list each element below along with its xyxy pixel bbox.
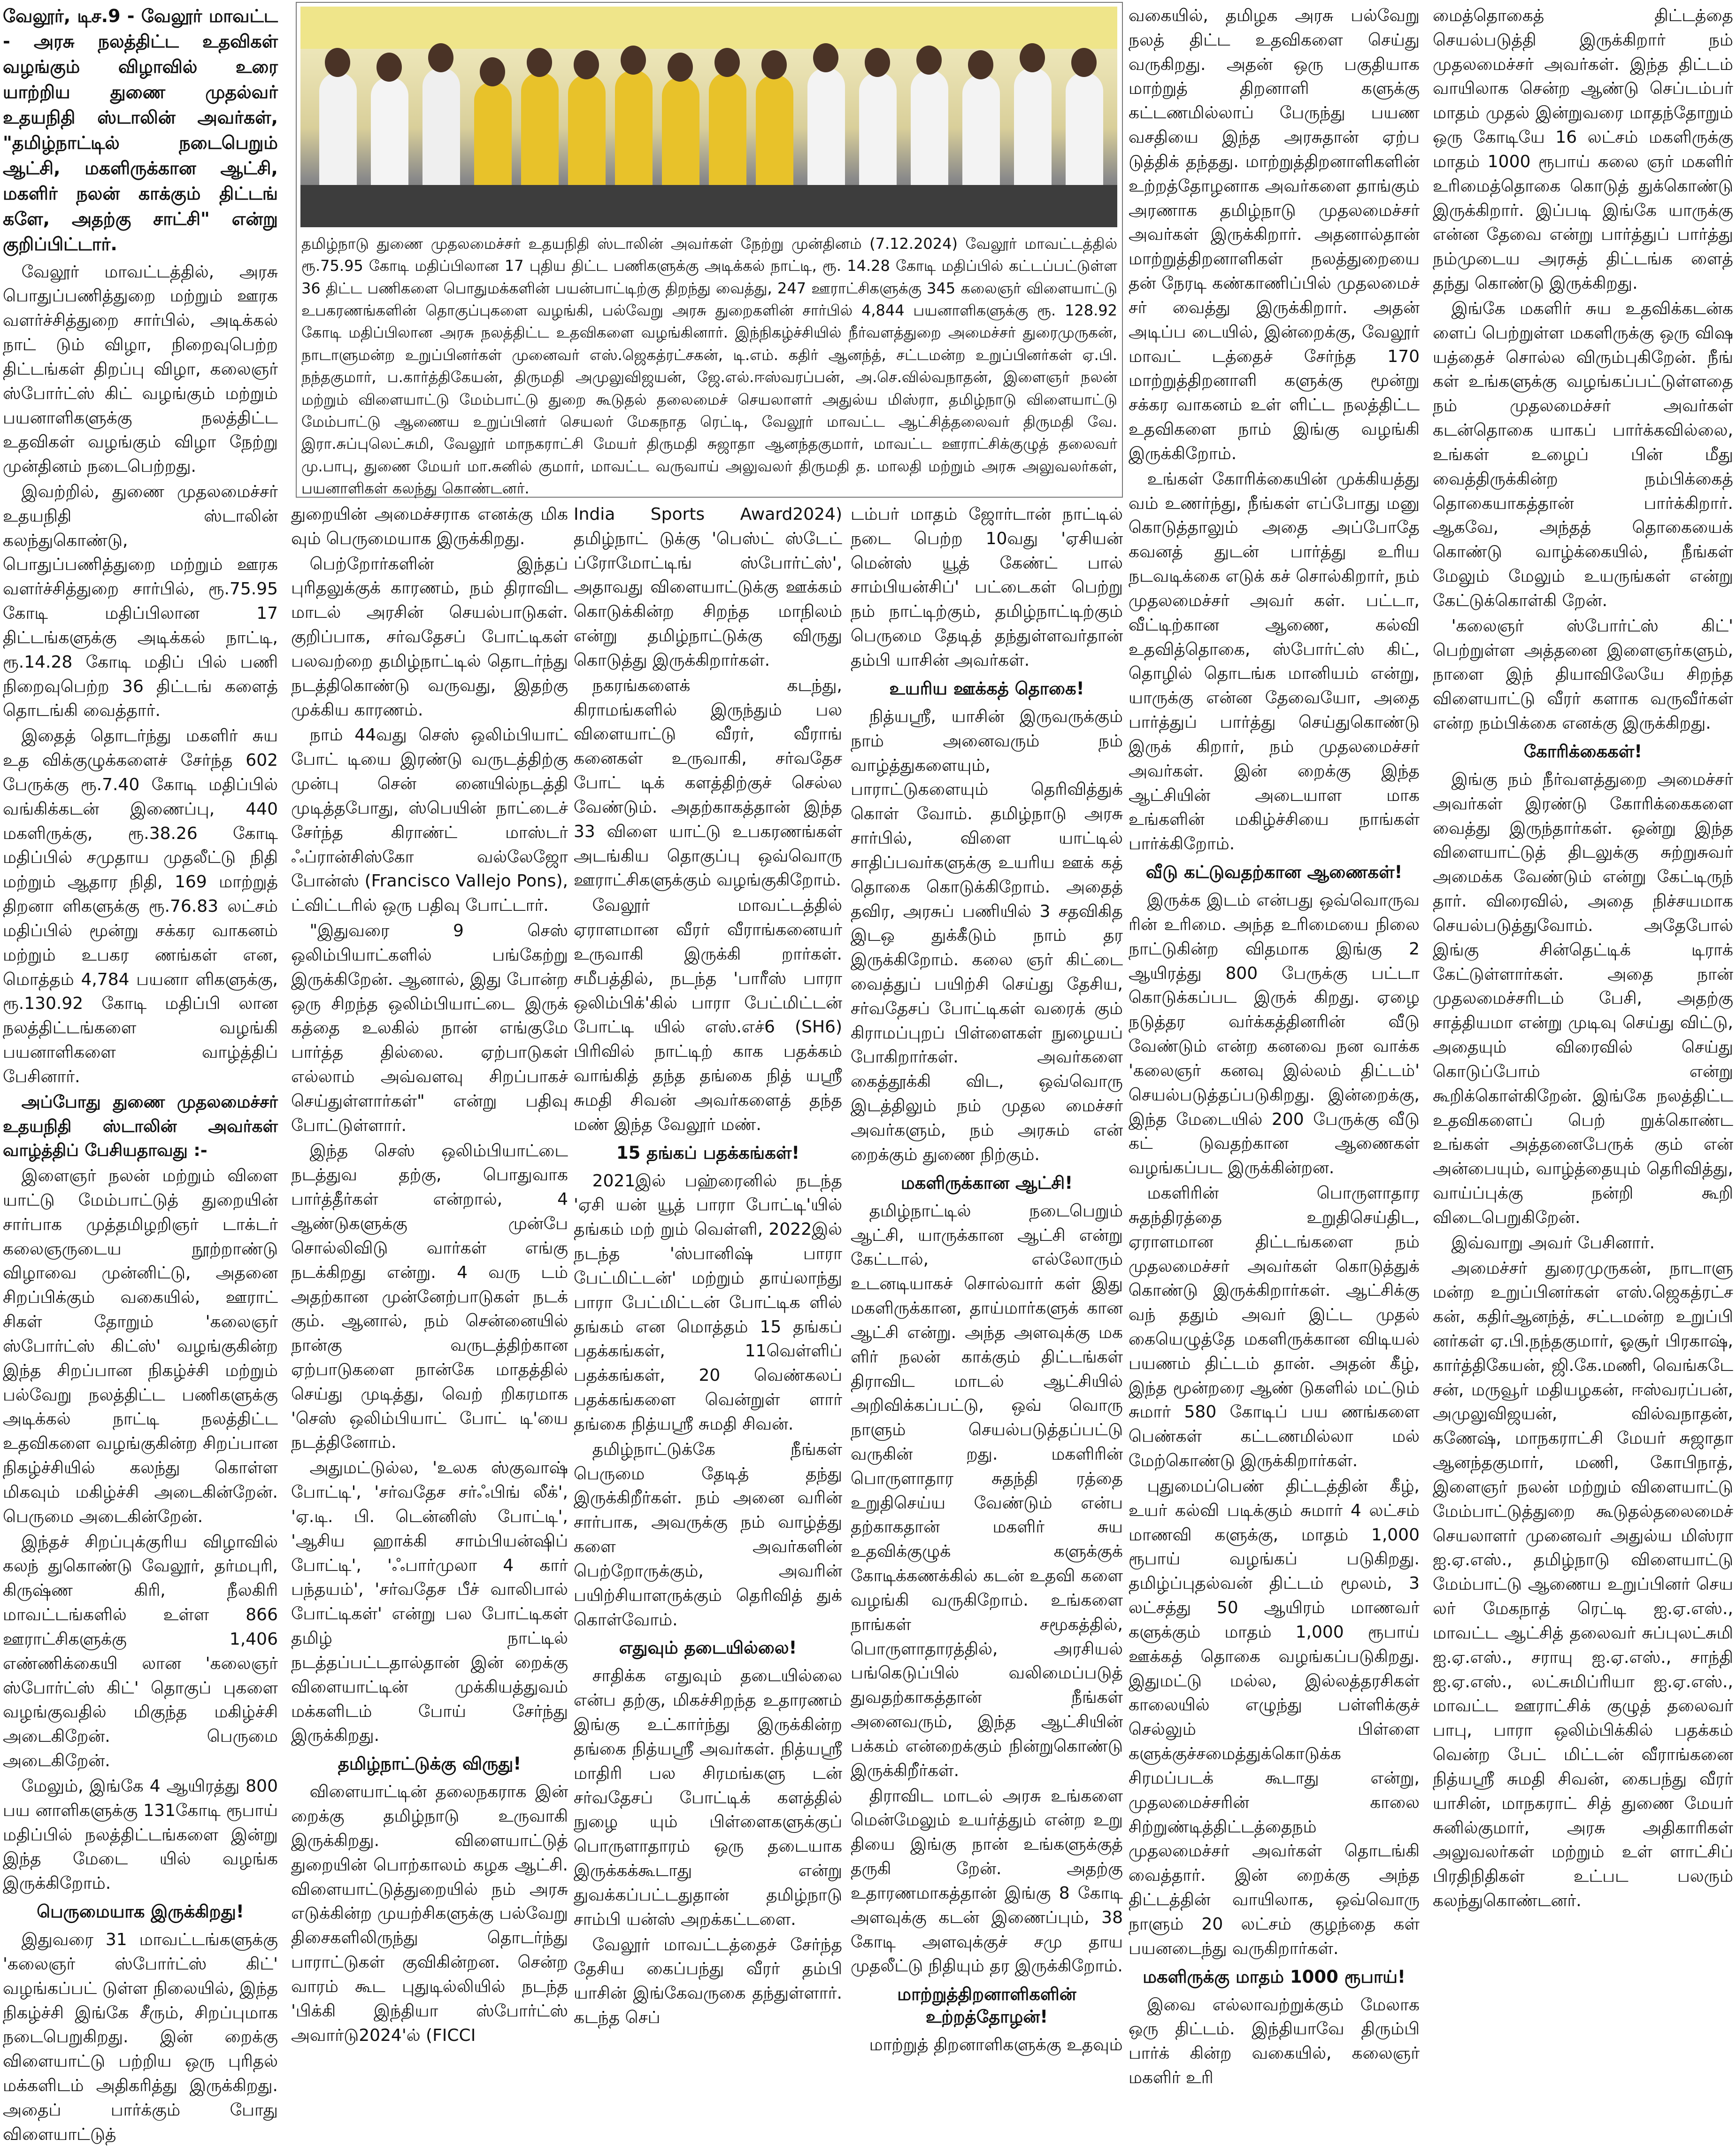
paragraph: இங்கு நம் நீர்வளத்துறை அமைச்சர் அவர்கள் இரண்டு கோரிக்கைகளை வைத்து இருந்தார்கள். ஒன்று இந்த விளையாட்டுத் திடலுக்கு சுற்றுசுவர் அமைக்க வேண்டும் என்று கேட்டிருந் தார். விரைவில், அதை நிச்சயமாக செயல்படுத்துவோம். அதேபோல் இங்கு சின்தெட்டிக் டிராக் கேட்டுள்ளார்கள். அதை நான் முதலமைச்சரிடம் பேசி, அதற்கு சாத்தியமா என்று முடிவு செய்து விட்டு, அதையும் விரைவில் செய்து கொடுப்போம் என்று கூறிக்கொள்கிறேன். இங்கே நலத்திட்ட உதவிகளைப் பெற் றுக்கொண்ட உங்கள் அத்தனைபேருக் கும் என் அன்பையும், வாழ்த்தையும் தெரிவித்து, வாய்ப்புக்கு நன்றி கூறி விடைபெறுகிறேன். <box>1433 770 1733 1227</box>
paragraph: மேலும், இங்கே 4 ஆயிரத்து 800 பய னாளிகளுக்கு 131கோடி ரூபாய் மதிப்பில் நலத்திட்டங்களை இன்று இந்த மேடை யில் வழங்க இருக்கிறோம். <box>3 1776 278 1893</box>
paragraph: நித்யஸ்ரீ, யாசின் இருவருக்கும் நாம் அனைவரும் நம் வாழ்த்துகளையும், பாராட்டுகளையும் தெரிவித்துக் கொள் வோம். தமிழ்நாடு அரசு சார்பில், விளை யாட்டில் சாதிப்பவர்களுக்கு உயரிய ஊக் கத் தொகை கொடுக்கிறோம். அதைத் தவிர, அரசுப் பணியில் 3 சதவிகித இடஒ துக்கீடும் நாம் தர இருக்கிறோம். கலை ஞர் கிட்டை வைத்துப் பயிற்சி செய்து தேசிய, சர்வதேசப் போட்டிகள் வரைக் கும் கிராமப்புறப் பிள்ளைகள் நுழையப் போகிறார்கள். அவர்களை கைத்தூக்கி விட, ஒவ்வொரு இடத்திலும் நம் முதல மைச்சர் அவர்களும், நம் அரசும் என் றைக்கும் துணை நிற்கும். <box>851 707 1123 1164</box>
stage-banner <box>300 7 1117 49</box>
paragraph: மைத்தொகைத் திட்டத்தை செயல்படுத்தி இருக்கிறார் நம் முதலமைச்சர் அவர்கள். இந்த திட்டம் வாயிலாக சென்ற ஆண்டு செப்டம்பர் மாதம் முதல் இன்றுவரை மாதந்தோறும் ஒரு கோடியே 16 லட்சம் மகளிருக்கு மாதம் 1000 ரூபாய் கலை ஞர் மகளிர் உரிமைத்தொகை கொடுத் துக்கொண்டு இருக்கிறார். இப்படி இங்கே யாருக்கு என்ன தேவை என்று பார்த்துப் பார்த்து நம்முடைய அரசுத் திட்டங்க ளைத் தந்து கொண்டு இருக்கிறது. <box>1433 6 1733 293</box>
paragraph: இதைத் தொடர்ந்து மகளிர் சுய உத விக்குழுக்களைச் சேர்ந்த 602 பேருக்கு ரூ.7.40 கோடி மதிப்பில் வங்கிக்கடன் இணைப்பு, 440 மகளிருக்கு, ரூ.38.26 கோடி மதிப்பில் சமுதாய முதலீட்டு நிதி மற்றும் ஆதார நிதி, 169 மாற்றுத் திறனா ளிகளுக்கு ரூ.76.83 லட்சம் மதிப்பில் மூன்று சக்கர வாகனம் மற்றும் உபகர ணங்கள் என, மொத்தம் 4,784 பயனா ளிகளுக்கு, ரூ.130.92 கோடி மதிப்பி லான நலத்திட்டங்களை வழங்கி பயனாளிகளை வாழ்த்திப் பேசினார். <box>3 726 278 1086</box>
paragraph: தமிழ்நாட்டில் நடைபெறும் ஆட்சி, யாருக்கான ஆட்சி என்று கேட்டால், எல்லோரும் உடனடியாகச் சொல்வார் கள் இது மகளிருக்கான, தாய்மார்களுக் கான ஆட்சி என்று. அந்த அளவுக்கு மக ளிர் நலன் காக்கும் திட்டங்கள் திராவிட மாடல் ஆட்சியில் அறிவிக்கப்பட்டு, ஒவ் வொரு நாளும் செயல்படுத்தப்பட்டு வருகின் றது. மகளிரின் பொருளாதார சுதந்தி ரத்தை உறுதிசெய்ய வேண்டும் என்ப தற்காகதான் மகளிர் சுய உதவிக்குழுக் களுக்குக் கோடிக்கணக்கில் கடன் உதவி களை வழங்கி வருகிறோம். உங்களை நாங்கள் சமூகத்தில், பொருளாதாரத்தில், அரசியல் பங்கெடுப்பில் வலிமைப்படுத் துவதற்காகத்தான் நீங்கள் அனைவரும், இந்த ஆட்சியின் பக்கம் என்றைக்கும் நின்றுகொண்டு இருக்கிறீர்கள். <box>851 1201 1123 1780</box>
paragraph: அப்போது துணை முதலமைச்சர் உதயநிதி ஸ்டாலின் அவர்கள் வாழ்த்திப் பேசியதாவது :- <box>3 1092 278 1161</box>
article-column-5 <box>1129 4 1420 2088</box>
paragraph: 'கலைஞர் ஸ்போர்ட்ஸ் கிட்' பெற்றுள்ள அத்தனை இளைஞர்களும், நாளை இந் தியாவிலேயே சிறந்த விளையாட்டு வீரர் களாக வருவீர்கள் என்ற நம்பிக்கை எனக்கு இருக்கிறது. <box>1433 616 1733 733</box>
article-column-1 <box>3 4 278 2144</box>
article-column-3 <box>574 502 842 2028</box>
photo-caption: தமிழ்நாடு துணை முதலமைச்சர் உதயநிதி ஸ்டாலின் அவர்கள் நேற்று முன்தினம் (7.12.2024) வேலூர் மாவட்டத்தில் ரூ.75.95 கோடி மதிப்பிலான 17 புதிய திட்ட பணிகளுக்கு அடிக்கல் நாட்டி, ரூ. 14.28 கோடி மதிப்பில் கட்டப்பட்டுள்ள 36 திட்ட பணிகளை பொதுமக்களின் பயன்பாட்டிற்கு திறந்து வைத்து, 247 ஊராட்சிகளுக்கு 345 கலைஞர் விளையாட்டு உபகரணங்களின் தொகுப்புகளை வழங்கி, பல்வேறு அரசு துறைகளின் சார்பில் 4,844 பயனாளிகளுக்கு ரூ. 128.92 கோடி மதிப்பிலான அரசு நலத்திட்ட உதவிகளை வழங்கினார். இந்நிகழ்ச்சியில் நீர்வளத்துறை அமைச்சர் துரைமுருகன், நாடாளுமன்ற உறுப்பினர்கள் முனைவர் எஸ்.ஜெகத்ரட்சகன், டி.எம். கதிர் ஆனந்த், சட்டமன்ற உறுப்பினர்கள் ஏ.பி. நந்தகுமார், ப.கார்த்திகேயன், திருமதி அமுலுவிஜயன், ஜே.எல்.ஈஸ்வரப்பன், அ.செ.வில்வநாதன், இளைஞர் நலன் மற்றும் விளையாட்டு மேம்பாட்டு துறை கூடுதல் தலைமைச் செயலாளர் அதுல்ய மிஸ்ரா, தமிழ்நாடு விளையாட்டு மேம்பாட்டு ஆணைய உறுப்பினர் செயலர் மேகநாத ரெட்டி, வேலூர் மாவட்ட ஆட்சித்தலைவர் திருமதி வே. இரா.சுப்புலெட்சுமி, வேலூர் மாநகராட்சி மேயர் திருமதி சுஜாதா ஆனந்தகுமார், மாவட்ட ஊராட்சிக்குழுத் தலைவர் மு.பாபு, துணை மேயர் மா.சுனில் குமார், மாவட்ட வருவாய் அலுவலர் திருமதி த. மாலதி மற்றும் அரசு அலுவலர்கள், பயனாளிகள் கலந்து கொண்டனர். <box>301 235 1118 497</box>
paragraph: India Sports Award2024) தமிழ்நாட் டுக்கு 'பெஸ்ட் ஸ்டேட் ப்ரோமோட்டிங் ஸ்போர்ட்ஸ்', அதாவது விளையாட்டுக்கு ஊக்கம் கொடுக்கின்ற சிறந்த மாநிலம் என்று தமிழ்நாட்டுக்கு விருது கொடுத்து இருக்கிறார்கள். <box>574 505 842 670</box>
paragraph: "இதுவரை 9 செஸ் ஒலிம்பியாட்களில் பங்கேற்று இருக்கிறேன். ஆனால், இது போன்ற ஒரு சிறந்த ஒலிம்பியாட்டை இருக் கத்தை உலகில் நான் எங்குமே பார்த்த தில்லை. ஏற்பாடுகள் எல்லாம் அவ்வளவு சிறப்பாகச் செய்துள்ளார்கள்" என்று பதிவு போட்டுள்ளார். <box>291 921 568 1135</box>
paragraph: பெற்றோர்களின் இந்தப் புரிதலுக்குக் காரணம், நம் திராவிட மாடல் அரசின் செயல்பாடுகள். குறிப்பாக, சர்வதேசப் போட்டிகள் பலவற்றை தமிழ்நாட்டில் தொடர்ந்து நடத்திகொண்டு வருவது, இதற்கு முக்கிய காரணம். <box>291 554 568 720</box>
person-head <box>714 48 740 77</box>
subheading: கோரிக்கைகள்! <box>1523 741 1643 762</box>
paragraph: விளையாட்டின் தலைநகராக இன் றைக்கு தமிழ்நாடு உருவாகி இருக்கிறது. விளையாட்டுத் துறையின் பொற்காலம் கழக ஆட்சி. விளையாட்டுத்துறையில் நம் அரசு எடுக்கின்ற முயற்சிகளுக்கு பல்வேறு திசைகளிலிருந்து தொடர்ந்து பாராட்டுகள் குவிகின்றன. சென்ற வாரம் கூட புதுடில்லியில் நடந்த 'பிக்கி இந்தியா ஸ்போர்ட்ஸ் அவார்டு2024'ல் (FICCI <box>291 1782 568 2045</box>
paragraph: திராவிட மாடல் அரசு உங்களை மென்மேலும் உயர்த்தும் என்ற உறு தியை இங்கு நான் உங்களுக்குத் தருகி றேன். அதற்கு உதாரணமாகத்தான் இங்கு 8 கோடி அளவுக்கு கடன் இணைப்பும், 38 கோடி அளவுக்குச் சமு தாய முதலீட்டு நிதியும் தர இருக்கிறோம். <box>851 1786 1123 1976</box>
paragraph: இளைஞர் நலன் மற்றும் விளை யாட்டு மேம்பாட்டுத் துறையின் சார்பாக முத்தமிழறிஞர் டாக்டர் கலைஞருடைய நூற்றாண்டு விழாவை முன்னிட்டு, அதனை சிறப்பிக்கும் வகையில், ஊராட் சிகள் தோறும் 'கலைஞர் ஸ்போர்ட்ஸ் கிட்ஸ்' வழங்குகின்ற இந்த சிறப்பான நிகழ்ச்சி மற்றும் பல்வேறு நலத்திட்ட பணிகளுக்கு அடிக்கல் நாட்டி நலத்திட்ட உதவிகளை வழங்குகின்ற சிறப்பான நிகழ்ச்சியில் கலந்து கொள்ள மிகவும் மகிழ்ச்சி அடைகின்றேன். பெருமை அடைகின்றேன். <box>3 1166 278 1526</box>
paragraph: வேலூர் மாவட்டத்தைச் சேர்ந்த தேசிய கைப்பந்து வீரர் தம்பி யாசின் இங்கேவருகை தந்துள்ளார். கடந்த செப் <box>574 1935 842 2028</box>
paragraph: இந்தச் சிறப்புக்குரிய விழாவில் கலந் துகொண்டு வேலூர், தர்மபுரி, கிருஷ்ண கிரி, நீலகிரி மாவட்டங்களில் உள்ள 866 ஊராட்சிகளுக்கு 1,406 எண்ணிக்கையி லான 'கலைஞர் ஸ்போர்ட்ஸ் கிட்' தொகுப் புகளை வழங்குவதில் மிகுந்த மகிழ்ச்சி அடைகிறேன். பெருமை அடைகிறேன். <box>3 1532 278 1771</box>
paragraph: மகளிரின் பொருளாதார சுதந்திரத்தை உறுதிசெய்திட, ஏராளமான திட்டங்களை நம் முதலமைச்சர் அவர்கள் கொடுத்துக் கொண்டு இருக்கிறார்கள். ஆட்சிக்கு வந் ததும் அவர் இட்ட முதல் கையெழுத்தே மகளிருக்கான விடியல் பயணம் திட்டம் தான். அதன் கீழ், இந்த மூன்றரை ஆண் டுகளில் மட்டும் சுமார் 580 கோடிப் பய ணங்களை பெண்கள் கட்டணமில்லா மல் மேற்கொண்டு இருக்கிறார்கள். <box>1129 1184 1420 1471</box>
subheading: உயரிய ஊக்கத் தொகை! <box>889 678 1084 699</box>
person-head <box>325 48 350 77</box>
person-head <box>1020 43 1045 72</box>
paragraph: இருக்க இடம் என்பது ஒவ்வொருவ ரின் உரிமை. அந்த உரிமையை நிலை நாட்டுகின்ற விதமாக இங்கு 2 ஆயிரத்து 800 பேருக்கு பட்டா கொடுக்கப்பட இருக் கிறது. ஏழை நடுத்தர வர்க்கத்தினரின் வீடு வேண்டும் என்ற கனவை நன வாக்க 'கலைஞர் கனவு இல்லம் திட்டம்' செயல்படுத்தப்படுகிறது. இன்றைக்கு, இந்த மேடையில் 200 பேருக்கு வீடு கட் டுவதற்கான ஆணைகள் வழங்கப்பட இருக்கின்றன. <box>1129 891 1420 1178</box>
subheading: 15 தங்கப் பதக்கங்கள்! <box>616 1142 800 1163</box>
person-head <box>621 46 646 75</box>
article-column-4 <box>851 502 1123 2055</box>
article-column-2 <box>291 502 568 2045</box>
paragraph: சாதிக்க எதுவும் தடையில்லை என்ப தற்கு, மிகச்சிறந்த உதாரணம் இங்கு உட்கார்ந்து இருக்கின்ற தங்கை நித்யஸ்ரீ அவர்கள். நித்யஸ்ரீ மாதிரி பல சிரமங்களு டன் சர்வதேசப் போட்டிக் களத்தில் நுழை யும் பிள்ளைகளுக்குப் பொருளாதாரம் ஒரு தடையாக இருக்கக்கூடாது என்று துவக்கப்பட்டதுதான் தமிழ்நாடு சாம்பி யன்ஸ் அறக்கட்டளை. <box>574 1666 842 1929</box>
display-table <box>300 185 1117 227</box>
paragraph: மாற்றுத் திறனாளிகளுக்கு உதவும் <box>869 2035 1123 2055</box>
paragraph: அமைச்சர் துரைமுருகன், நாடாளு மன்ற உறுப்பினர்கள் எஸ்.ஜெகத்ரட்ச கன், கதிர்ஆனந்த், சட்டமன்ற உறுப்பி னர்கள் ஏ.பி.நந்தகுமார், ஓசூர் பிரகாஷ், கார்த்திகேயன், ஜி.கே.மணி, வெங்கடே சன், மருவூர் மதியழகன், ஈஸ்வரப்பன், அமுலுவிஜயன், வில்வநாதன், கணேஷ், மாநகராட்சி மேயர் சுஜாதா ஆனந்தகுமார், மணி, கோபிநாத், இளைஞர் நலன் மற்றும் விளையாட்டு மேம்பாட்டுத்துறை கூடுதல்தலைமைச் செயலாளர் முனைவர் அதுல்ய மிஸ்ரா ஐ.ஏ.எஸ்., தமிழ்நாடு விளையாட்டு மேம்பாட்டு ஆணைய உறுப்பினர் செய லர் மேகநாத் ரெட்டி ஐ.ஏ.எஸ்., மாவட்ட ஆட்சித் தலைவர் சுப்புலட்சுமி ஐ.ஏ.எஸ்., சராயு ஐ.ஏ.எஸ்., சாந்தி ஐ.ஏ.எஸ்., லட்சுமிப்ரியா ஐ.ஏ.எஸ்., மாவட்ட ஊராட்சிக் குழுத் தலைவர் பாபு, பாரா ஒலிம்பிக்கில் பதக்கம் வென்ற பேட் மிட்டன் வீராங்கனை நித்யஸ்ரீ சுமதி சிவன், கைபந்து வீரர் யாசின், மாநகராட் சித் துணை மேயர் சுனில்குமார், அரசு அதிகாரிகள் அலுவலர்கள் மற்றும் உள் ளாட்சிப் பிரதிநிதிகள் உட்பட பலரும் கலந்துகொண்டனர். <box>1433 1258 1733 1911</box>
paragraph: நகரங்களைக் கடந்து, கிராமங்களில் இருந்தும் பல விளையாட்டு வீரர், வீராங் கனைகள் உருவாகி, சர்வதேச போட் டிக் களத்திற்குச் செல்ல வேண்டும். அதற்காகத்தான் இந்த 33 விளை யாட்டு உபகரணங்கள் அடங்கிய தொகுப்பு ஒவ்வொரு ஊராட்சிகளுக்கும் வழங்குகிறோம். <box>574 676 842 890</box>
person-head <box>527 48 552 77</box>
subheading: வீடு கட்டுவதற்கான ஆணைகள்! <box>1145 862 1403 882</box>
paragraph: புதுமைப்பெண் திட்டத்தின் கீழ், உயர் கல்வி படிக்கும் சுமார் 4 லட்சம் மாணவி களுக்கு, மாதம் 1,000 ரூபாய் வழங்கப் படுகிறது. தமிழ்ப்புதல்வன் திட்டம் மூலம், 3 லட்சத்து 50 ஆயிரம் மாணவர் களுக்கும் மாதம் 1,000 ரூபாய் ஊக்கத் தொகை வழங்கப்படுகிறது. இதுமட்டு மல்ல, இல்லத்தரசிகள் காலையில் எழுந்து பள்ளிக்குச் செல்லும் பிள்ளை களுக்குச்சமைத்துக்கொடுக்க சிரமப்படக் கூடாது என்று, முதலமைச்சரின் காலை சிற்றுண்டித்திட்டத்தைநம் முதலமைச்சர் அவர்கள் தொடங்கி வைத்தார். இன் றைக்கு அந்த திட்டத்தின் வாயிலாக, ஒவ்வொரு நாளும் 20 லட்சம் குழந்தை கள் பயனடைந்து வருகிறார்கள். <box>1129 1476 1420 1958</box>
person-head <box>574 50 599 79</box>
paragraph: அதுமட்டுல்ல, 'உலக ஸ்குவாஷ் போட்டி', 'சர்வதேச சர்ஃபிங் லீக்', 'ஏ.டி. பி. டென்னிஸ் போட்டி', 'ஆசிய ஹாக்கி சாம்பியன்ஷிப் போட்டி', 'ஃபார்முலா 4 கார் பந்தயம்', 'சர்வதேச பீச் வாலிபால் போட்டிகள்' என்று பல போட்டிகள் தமிழ் நாட்டில் நடத்தப்பட்டதால்தான் இன் றைக்கு விளையாட்டின் முக்கியத்துவம் மக்களிடம் போய் சேர்ந்து இருக்கிறது. <box>291 1458 568 1746</box>
paragraph: உங்கள் கோரிக்கையின் முக்கியத்து வம் உணர்ந்து, நீங்கள் எப்போது மனு கொடுத்தாலும் அதை அப்போதே கவனத் துடன் பார்த்து உரிய நடவடிக்கை எடுக் கச் சொல்கிறார், நம் முதலமைச்சர் அவர் கள். பட்டா, வீட்டிற்கான ஆணை, கல்வி உதவித்தொகை, ஸ்போர்ட்ஸ் கிட், தொழில் தொடங்க மானியம் என்று, யாருக்கு என்ன தேவையோ, அதை பார்த்துப் பார்த்து செய்துகொண்டு இருக் கிறார், நம் முதலமைச்சர் அவர்கள். இன் றைக்கு இந்த ஆட்சியின் அடையாள மாக உங்களின் மகிழ்ச்சியை நாங்கள் பார்க்கிறோம். <box>1129 469 1420 854</box>
paragraph: இந்த செஸ் ஒலிம்பியாட்டை நடத்துவ தற்கு, பொதுவாக பார்த்தீர்கள் என்றால், 4 ஆண்டுகளுக்கு முன்பே சொல்லிவிடு வார்கள் எங்கு நடக்கிறது என்று. 4 வரு டம் அதற்கான முன்னேற்பாடுகள் நடக் கும். ஆனால், நம் சென்னையில் நான்கு வருடத்திற்கான ஏற்பாடுகளை நான்கே மாதத்தில் செய்து முடித்து, வெற் றிகரமாக 'செஸ் ஒலிம்பியாட் போட் டி'யை நடத்தினோம். <box>291 1141 568 1453</box>
paragraph: வேலூர் மாவட்டத்தில், அரசு பொதுப்பணித்துறை மற்றும் ஊரக வளர்ச்சித்துறை சார்பில், அடிக்கல் நாட் டும் விழா, நிறைவுபெற்ற திட்டங்கள் திறப்பு விழா, கலைஞர் ஸ்போர்ட்ஸ் கிட் வழங்கும் மற்றும் பயனாளிகளுக்கு நலத்திட்ட உதவிகள் வழங்கும் விழா நேற்று முன்தினம் நடைபெற்றது. <box>3 262 278 477</box>
subheading: எதுவும் தடையில்லை! <box>619 1638 797 1658</box>
paragraph: வகையில், தமிழக அரசு பல்வேறு நலத் திட்ட உதவிகளை செய்து வருகிறது. அதன் ஒரு பகுதியாக மாற்றுத் திறனாளி களுக்கு கட்டணமில்லாப் பேருந்து பயண வசதியை இந்த அரசுதான் ஏற்ப டுத்திக் தந்தது. மாற்றுத்திறனாளிகளின் உற்றத்தோழனாக அவர்களை தாங்கும் அரணாக தமிழ்நாடு முதலமைச்சர் அவர்கள் இருக்கிறார். அதனால்தான் மாற்றுத்திறனாளிகள் நலத்துறையை தன் நேரடி கண்காணிப்பில் முதலமைச் சர் வைத்து இருக்கிறார். அதன் அடிப்ப டையில், இன்றைக்கு, வேலூர் மாவட் டத்தைச் சேர்ந்த 170 மாற்றுத்திறனாளி களுக்கு மூன்று சக்கர வாகனம் உள் ளிட்ட நலத்திட்ட உதவிகளை நாம் இங்கு வழங்கி இருக்கிறோம். <box>1129 6 1420 463</box>
paragraph: டம்பர் மாதம் ஜோர்டான் நாட்டில் நடை பெற்ற 10வது 'ஏசியன் மென்ஸ் யூத் கேண்ட் பால் சாம்பியன்சிப்' பட்டைகள் பெற்று நம் நாட்டிற்கும், தமிழ்நாட்டிற்கும் பெருமை தேடித் தந்துள்ளவர்தான் தம்பி யாசின் அவர்கள். <box>851 505 1123 670</box>
subheading: மகளிருக்கான ஆட்சி! <box>900 1172 1073 1193</box>
paragraph: 2021இல் பஹ்ரைனில் நடந்த 'ஏசி யன் யூத் பாரா போட்டி'யில் தங்கம் மற் றும் வெள்ளி, 2022இல் நடந்த 'ஸ்பானிஷ் பாரா பேட்மிட்டன்' மற்றும் தாய்லாந்து பாரா பேட்மிட்டன் போட்டிக ளில் தங்கம் என மொத்தம் 15 தங்கப் பதக்கங்கள், 11வெள்ளிப் பதக்கங்கள், 20 வெண்கலப் பதக்கங்களை வென்றுள் ளார் தங்கை நித்யஸ்ரீ சுமதி சிவன். <box>574 1171 842 1434</box>
paragraph: இதுவரை 31 மாவட்டங்களுக்கு 'கலைஞர் ஸ்போர்ட்ஸ் கிட்' வழங்கப்பட் டுள்ள நிலையில், இந்த நிகழ்ச்சி இங்கே சீரும், சிறப்புமாக நடைபெறுகிறது. இன் றைக்கு விளையாட்டு பற்றிய ஒரு புரிதல் மக்களிடம் அதிகரித்து இருக்கிறது. அதைப் பார்க்கும் போது விளையாட்டுத் <box>3 1930 278 2144</box>
person-head <box>480 57 505 86</box>
event-photo <box>300 7 1117 227</box>
paragraph: இங்கே மகளிர் சுய உதவிக்கடன்க ளைப் பெற்றுள்ள மகளிருக்கு ஒரு விஷ யத்தைச் சொல்ல விரும்புகிறேன். நீங் கள் உங்களுக்கு வழங்கப்பட்டுள்ளதை நம் முதலமைச்சர் அவர்கள் கடன்தொகை யாகப் பார்க்கவில்லை, உங்கள் உழைப் பின் மீது வைத்திருக்கின்ற நம்பிக்கைத் தொகையாகத்தான் பார்க்கிறார். ஆகவே, அந்தத் தொகையைக் கொண்டு வாழ்க்கையில், நீங்கள் மேலும் மேலும் உயருங்கள் என்று கேட்டுக்கொள்கி றேன். <box>1433 299 1733 610</box>
paragraph: இவற்றில், துணை முதலமைச்சர் உதயநிதி ஸ்டாலின் கலந்துகொண்டு, பொதுப்பணித்துறை மற்றும் ஊரக வளர்ச்சித்துறை சார்பில், ரூ.75.95 கோடி மதிப்பிலான 17 திட்டங்களுக்கு அடிக்கல் நாட்டி, ரூ.14.28 கோடி மதிப் பில் பணி நிறைவுபெற்ற 36 திட்டங் களைத் தொடங்கி வைத்தார். <box>3 482 278 721</box>
person-head <box>376 53 402 82</box>
person-head <box>428 43 453 72</box>
person-head <box>916 46 942 75</box>
subheading: மாற்றுத்திறனாளிகளின் உற்றத்தோழன்! <box>897 1984 1076 2027</box>
article-column-6 <box>1433 4 1733 1911</box>
paragraph: இவ்வாறு அவர் பேசினார். <box>1451 1233 1655 1253</box>
subheading: தமிழ்நாட்டுக்கு விருது! <box>338 1754 522 1774</box>
person-head <box>813 43 838 72</box>
paragraph: நாம் 44வது செஸ் ஒலிம்பியாட் போட் டியை இரண்டு வருடத்திற்கு முன்பு சென் னையில்நடத்தி முடித்தபோது, ஸ்பெயின் நாட்டைச் சேர்ந்த கிராண்ட் மாஸ்டர் ஃப்ரான்சிஸ்கோ வல்லேஜோ போன்ஸ் (Francisco Vallejo Pons), ட்விட்டரில் ஒரு பதிவு போட்டார். <box>291 725 568 916</box>
person-head <box>1071 48 1097 77</box>
lead-paragraph: வேலூர், டிச.9 - வேலூர் மாவட்ட - அரசு நலத்திட்ட உதவிகள் வழங்கும் விழாவில் உரை யாற்றிய துணை முதல்வர் உதயநிதி ஸ்டாலின் அவர்கள், "தமிழ்நாட்டில் நடைபெறும் ஆட்சி, மகளிருக்கான ஆட்சி, மகளிர் நலன் காக்கும் திட்டங் களே, அதற்கு சாட்சி" என்று குறிப்பிட்டார். <box>3 6 278 254</box>
paragraph: இவை எல்லாவற்றுக்கும் மேலாக ஒரு திட்டம். இந்தியாவே திரும்பி பார்க் கின்ற வகையில், கலைஞர் மகளிர் உரி <box>1129 1995 1420 2088</box>
photo-with-caption <box>296 2 1123 498</box>
subheading: பெருமையாக இருக்கிறது! <box>37 1901 244 1922</box>
paragraph: வேலூர் மாவட்டத்தில் ஏராளமான வீரர் வீராங்கனையர் உருவாகி இருக்கி றார்கள். சமீபத்தில், நடந்த 'பாரீஸ் பாரா ஒலிம்பிக்'கில் பாரா பேட்மிட்டன் போட்டி யில் எஸ்.எச்6 (SH6) பிரிவில் நாட்டிற் காக பதக்கம் வாங்கித் தந்த தங்கை நித் யஸ்ரீ சுமதி சிவன் அவர்களைத் தந்த மண் இந்த வேலூர் மண். <box>574 896 842 1134</box>
paragraph: துறையின் அமைச்சராக எனக்கு மிக வும் பெருமையாக இருக்கிறது. <box>291 505 568 548</box>
person-head <box>865 48 890 77</box>
person-head <box>668 53 693 82</box>
person-head <box>968 50 993 79</box>
subheading: மகளிருக்கு மாதம் 1000 ரூபாய்! <box>1143 1966 1406 1987</box>
paragraph: தமிழ்நாட்டுக்கே நீங்கள் பெருமை தேடித் தந்து இருக்கிறீர்கள். நம் அனை வரின் சார்பாக, அவருக்கு நம் வாழ்த்து களை அவர்களின் பெற்றோருக்கும், அவரின் பயிற்சியாளருக்கும் தெரிவித் துக் கொள்வோம். <box>574 1439 842 1630</box>
person-head <box>761 50 787 79</box>
